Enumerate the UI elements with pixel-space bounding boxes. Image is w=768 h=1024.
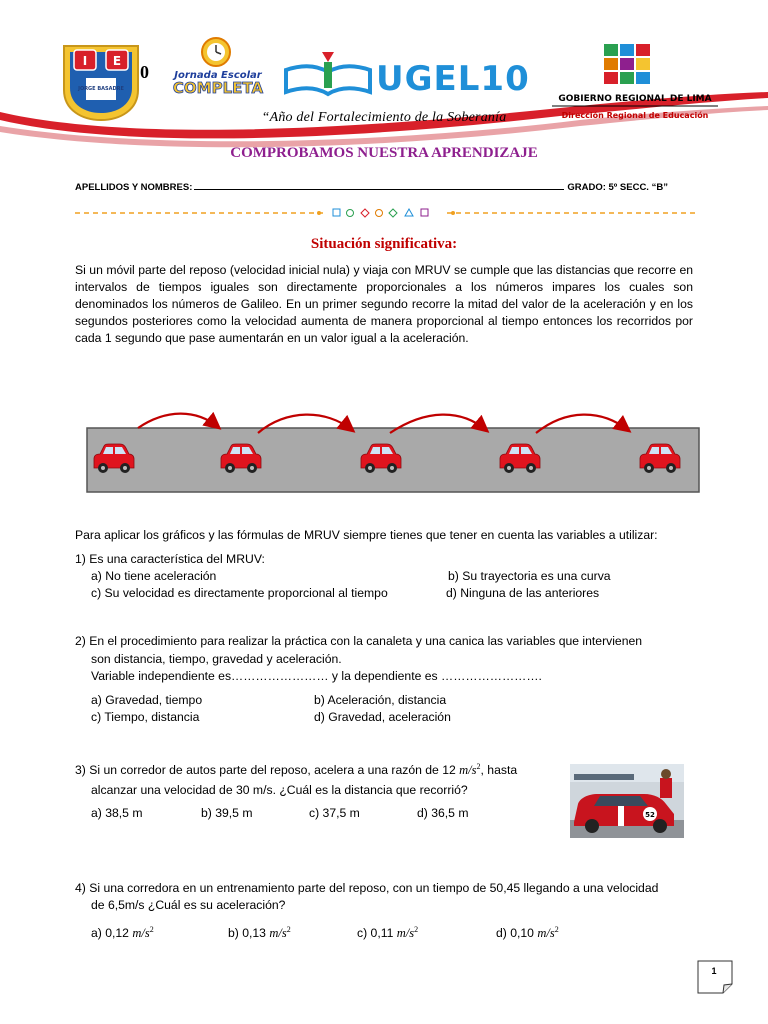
q1-option-b[interactable]: b) Su trayectoria es una curva [448, 569, 611, 583]
q4-option-b-unit: $m/s^2$ [269, 925, 291, 941]
intro-text: Para aplicar los gráficos y las fórmulas de MRUV siempre tienes que tener en cuenta las variables a utilizar: [75, 528, 658, 542]
crest-letter-i: I [82, 54, 88, 68]
student-name-line [75, 180, 695, 193]
q2-option-b[interactable]: b) Aceleración, distancia [314, 693, 447, 707]
q4-option-c-unit: $m/s^2$ [396, 925, 419, 941]
direccion-text: Dirección Regional de Educación [561, 111, 709, 120]
q4-option-c[interactable] [357, 921, 418, 942]
crest-school-name: JORGE BASADRE [78, 86, 124, 92]
q2-line1: 2) En el procedimiento para realizar la práctica con la canaleta y una canica las variables que intervienen [75, 634, 643, 648]
q3-option-a[interactable]: a) 38,5 m [91, 806, 143, 820]
name-blank[interactable] [194, 180, 564, 190]
q3-line1-text: 3) Si un corredor de autos parte del reposo, acelera a una razón de 12 [75, 763, 456, 778]
q4-option-b[interactable] [228, 921, 291, 942]
year-motto: “Año del Fortalecimiento de la Soberanía [261, 110, 507, 125]
q4-option-a[interactable] [91, 921, 154, 942]
ugel10-logo [282, 48, 530, 100]
q4-option-d-value: d) 0,10 [496, 926, 534, 941]
q4-option-d-unit: $m/s^2$ [537, 925, 559, 941]
photo-car-number: 52 [645, 811, 655, 819]
q2-option-a[interactable]: a) Gravedad, tiempo [91, 693, 203, 707]
gobierno-text: GOBIERNO REGIONAL DE LIMA [558, 94, 712, 104]
jornada-escolar-completa-logo [168, 32, 268, 102]
q2-option-d[interactable]: d) Gravedad, aceleración [314, 710, 451, 724]
situation-heading: Situación significativa: [310, 236, 458, 252]
crest-letter-e: E [112, 54, 122, 68]
ugel-text: UGEL10 [376, 59, 530, 99]
page-number: 1 [711, 966, 717, 976]
q3-line1-end: , hasta [480, 763, 518, 778]
q3-option-b[interactable]: b) 39,5 m [201, 806, 253, 820]
situation-text: Si un móvil parte del reposo (velocidad inicial nula) y viaja con MRUV se cumple que las distancias que recorre en intervalos de tiempos iguales son directamente proporcionales a los números impares los cuales son denominados los números de Galileo. En un primer segundo recorre la mitad del valor de la aceleración y en los segundos posteriores como la velocidad aumenta de manera proporcional al tiempo entonces los recorridos por cada 1 segundo que pase aumentarán en un valor igual a la aceleración. [75, 263, 693, 345]
q4-option-a-unit: $m/s^2$ [132, 925, 154, 941]
page-title: COMPROBAMOS NUESTRA APRENDIZAJE [230, 145, 538, 161]
q4-option-d[interactable] [496, 921, 559, 942]
name-label: APELLIDOS Y NOMBRES: [75, 182, 193, 193]
q3-line2: alcanzar una velocidad de 30 m/s. ¿Cuál es la distancia que recorrió? [91, 783, 468, 797]
q4-option-b-value: b) 0,13 [228, 926, 266, 941]
q4-line2: de 6,5m/s ¿Cuál es su aceleración? [91, 898, 286, 912]
q4-line1: 4) Si una corredora en un entrenamiento parte del reposo, con un tiempo de 50,45 llegando a una velocidad [75, 881, 659, 895]
q1-option-d[interactable]: d) Ninguna de las anteriores [446, 586, 600, 600]
grade-label: GRADO: 5º SECC. “B” [567, 182, 668, 193]
q1-stem: 1) Es una característica del MRUV: [75, 552, 265, 566]
stray-character: 0 [140, 62, 149, 82]
q3-option-c[interactable]: c) 37,5 m [309, 806, 360, 820]
q4-option-c-value: c) 0,11 [357, 926, 394, 941]
q1-option-a[interactable]: a) No tiene aceleración [91, 569, 217, 583]
q2-line3: Variable independiente es…………………… y la dependiente es ……………………. [91, 669, 542, 683]
q2-option-c[interactable]: c) Tiempo, distancia [91, 710, 200, 724]
q3-option-d[interactable]: d) 36,5 m [417, 806, 469, 820]
q3-unit: $m/s^2$ [459, 762, 481, 778]
q3-line1 [75, 758, 517, 779]
q2-line2: son distancia, tiempo, gravedad y aceleración. [91, 652, 342, 666]
q1-option-c[interactable]: c) Su velocidad es directamente proporcional al tiempo [91, 586, 388, 600]
completa-text: COMPLETA [172, 79, 264, 97]
race-car-photo [570, 764, 684, 838]
mruv-track-illustration [86, 415, 700, 497]
jornada-text: Jornada Escolar [174, 70, 262, 81]
decorative-separator [75, 206, 695, 220]
q4-option-a-value: a) 0,12 [91, 926, 129, 941]
